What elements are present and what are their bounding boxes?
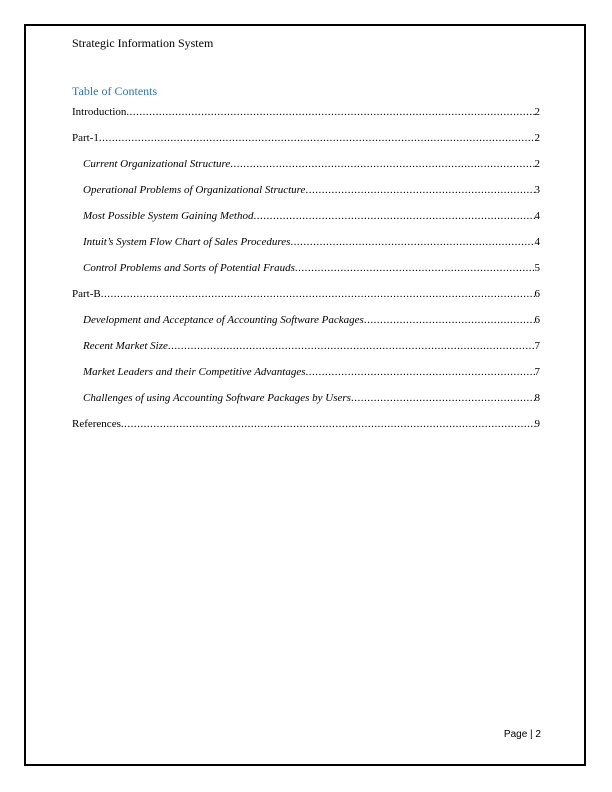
toc-dot-leader	[305, 183, 534, 197]
toc-entry-label: Control Problems and Sorts of Potential Frauds	[83, 262, 295, 274]
toc-entry[interactable]	[72, 391, 540, 417]
toc-entry-label: Recent Market Size	[83, 340, 168, 352]
toc-entry-page-number: 8	[534, 392, 540, 404]
toc-entry[interactable]	[72, 209, 540, 235]
toc-entry[interactable]	[72, 261, 540, 287]
toc-dot-leader	[253, 209, 534, 223]
toc-entry-page-number: 4	[534, 236, 540, 248]
toc-entry-page-number: 6	[534, 288, 540, 300]
toc-dot-leader	[121, 417, 535, 431]
table-of-contents	[72, 105, 540, 443]
toc-entry[interactable]	[72, 183, 540, 209]
page-number: Page | 2	[503, 729, 541, 740]
toc-dot-leader	[295, 261, 535, 275]
toc-entry[interactable]	[72, 365, 540, 391]
toc-entry[interactable]	[72, 417, 540, 443]
toc-dot-leader	[364, 313, 535, 327]
toc-entry[interactable]	[72, 235, 540, 261]
toc-entry-page-number: 4	[534, 210, 540, 222]
toc-dot-leader	[230, 157, 534, 171]
toc-entry-page-number: 5	[534, 262, 540, 274]
toc-entry-page-number: 9	[534, 418, 540, 430]
toc-heading: Table of Contents	[72, 84, 158, 98]
toc-entry-page-number: 6	[534, 314, 540, 326]
toc-dot-leader	[290, 235, 534, 249]
toc-dot-leader	[99, 131, 535, 145]
toc-entry-page-number: 7	[534, 366, 540, 378]
toc-dot-leader	[351, 391, 535, 405]
toc-entry-page-number: 7	[534, 340, 540, 352]
toc-entry-page-number: 2	[534, 106, 540, 118]
toc-entry[interactable]	[72, 287, 540, 313]
toc-entry-label: Introduction	[72, 106, 127, 118]
toc-dot-leader	[306, 365, 535, 379]
toc-dot-leader	[101, 287, 535, 301]
toc-entry-label: Operational Problems of Organizational Structure	[83, 184, 306, 196]
toc-entry-label: Market Leaders and their Competitive Advantages	[83, 366, 306, 378]
toc-entry-page-number: 2	[534, 158, 540, 170]
toc-entry-page-number: 2	[534, 132, 540, 144]
toc-entry-label: Most Possible System Gaining Method	[83, 210, 254, 222]
toc-entry-page-number: 3	[534, 184, 540, 196]
toc-entry[interactable]	[72, 131, 540, 157]
toc-entry-label: Part-1	[72, 132, 99, 144]
toc-dot-leader	[168, 339, 535, 353]
toc-entry-label: Intuit’s System Flow Chart of Sales Procedures	[83, 236, 291, 248]
toc-entry-label: Part-B	[72, 288, 101, 300]
toc-entry-label: Current Organizational Structure	[83, 158, 231, 170]
toc-entry-label: References	[72, 418, 121, 430]
toc-dot-leader	[126, 105, 534, 119]
toc-entry[interactable]	[72, 157, 540, 183]
toc-entry-label: Challenges of using Accounting Software Packages by Users	[83, 392, 351, 404]
toc-entry[interactable]	[72, 105, 540, 131]
running-header: Strategic Information System	[72, 36, 214, 50]
toc-entry[interactable]	[72, 313, 540, 339]
toc-entry-label: Development and Acceptance of Accounting Software Packages	[83, 314, 364, 326]
toc-entry[interactable]	[72, 339, 540, 365]
